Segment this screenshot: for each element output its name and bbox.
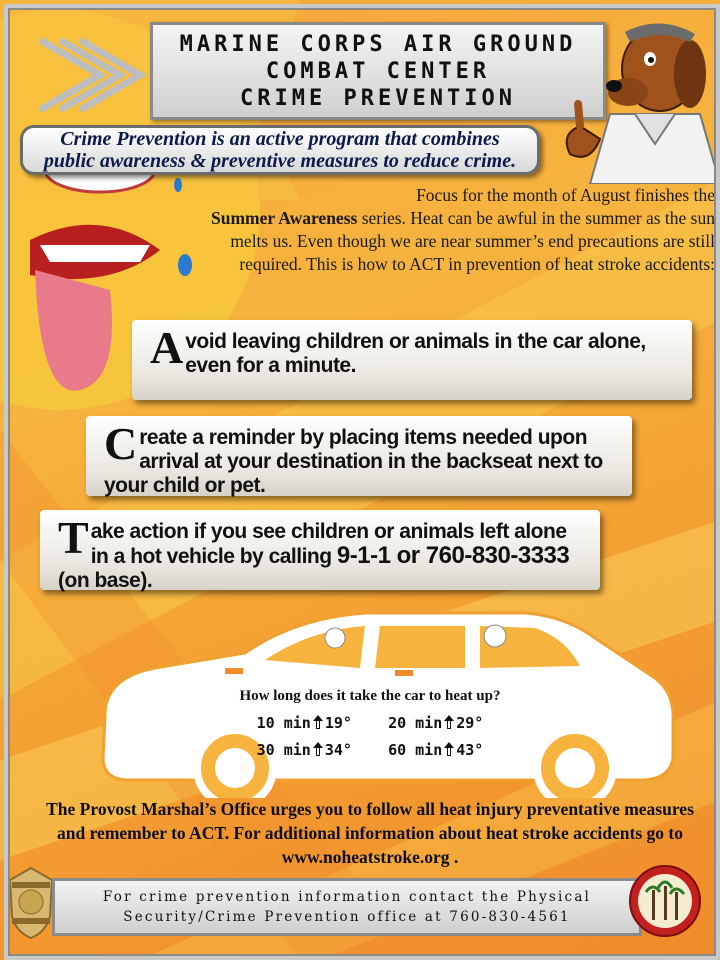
focus-text-rest: series. Heat can be awful in the summer as the sun melts us. Even though we are near summer’s end precautions are still required. This is how to ACT in prevention of heat stroke accidents:	[230, 208, 715, 274]
temp-row-1	[200, 714, 540, 732]
up-arrow-icon	[313, 742, 323, 756]
title-line-1: MARINE CORPS AIR GROUND	[179, 31, 577, 57]
focus-paragraph	[185, 184, 715, 276]
provost-message: The Provost Marshal’s Office urges you to follow all heat injury preventative measures and remember to ACT. For additional information about heat stroke accidents go to www.noheatstroke.org .	[46, 799, 694, 867]
temp-value: 34°	[324, 741, 352, 759]
heat-up-info	[200, 688, 540, 759]
act-letter-c: C	[104, 418, 138, 469]
act-banner-t	[40, 510, 600, 590]
temp-value: 19°	[324, 714, 352, 732]
act-phone-numbers: 9-1-1 or 760-830-3333	[336, 542, 570, 569]
intro-text: Crime Prevention is an active program that combines public awareness & preventive measures to reduce crime.	[43, 128, 517, 172]
mcgruff-crime-dog-illustration	[550, 14, 720, 184]
act-banner-a	[132, 320, 692, 400]
act-letter-t: T	[58, 512, 89, 563]
act-letter-a: A	[150, 322, 184, 373]
heat-up-question: How long does it take the car to heat up?	[239, 688, 501, 704]
temp-value: 29°	[456, 714, 484, 732]
act-text-t	[58, 512, 570, 592]
temp-row-2	[200, 741, 540, 759]
intro-box	[20, 125, 540, 175]
temp-time: 30 min	[256, 741, 311, 759]
focus-bold-series: Summer Awareness	[211, 208, 358, 228]
temp-time: 60 min	[388, 741, 443, 759]
heat-up-temperatures	[200, 714, 540, 759]
chevron-decoration	[20, 20, 170, 130]
footer-line-2: Security/Crime Prevention office at 760-830-4561	[123, 909, 571, 925]
temp-value: 43°	[456, 741, 484, 759]
footer-line-1: For crime prevention information contact the Physical	[102, 889, 592, 905]
contact-footer	[52, 878, 642, 936]
temp-time: 20 min	[388, 714, 443, 732]
temp-time: 10 min	[256, 714, 311, 732]
palm-tree-seal-icon	[628, 864, 702, 938]
title-line-3: CRIME PREVENTION	[240, 85, 516, 111]
up-arrow-icon	[444, 715, 454, 729]
military-police-badge-icon	[6, 866, 56, 940]
act-text-t-after: (on base).	[58, 569, 153, 592]
act-text-t-before: ake action if you see children or animals left alone in a hot vehicle by calling	[90, 520, 567, 568]
act-text-a: void leaving children or animals in the car alone, even for a minute.	[185, 330, 646, 377]
up-arrow-icon	[444, 742, 454, 756]
title-line-2: COMBAT CENTER	[265, 58, 491, 84]
act-text-c: reate a reminder by placing items needed upon arrival at your destination in the backseat next to your child or pet.	[104, 426, 603, 497]
focus-text-start: Focus for the month of August finishes the	[416, 185, 715, 205]
act-banner-c	[86, 416, 632, 496]
title-box	[150, 22, 606, 120]
up-arrow-icon	[313, 715, 323, 729]
